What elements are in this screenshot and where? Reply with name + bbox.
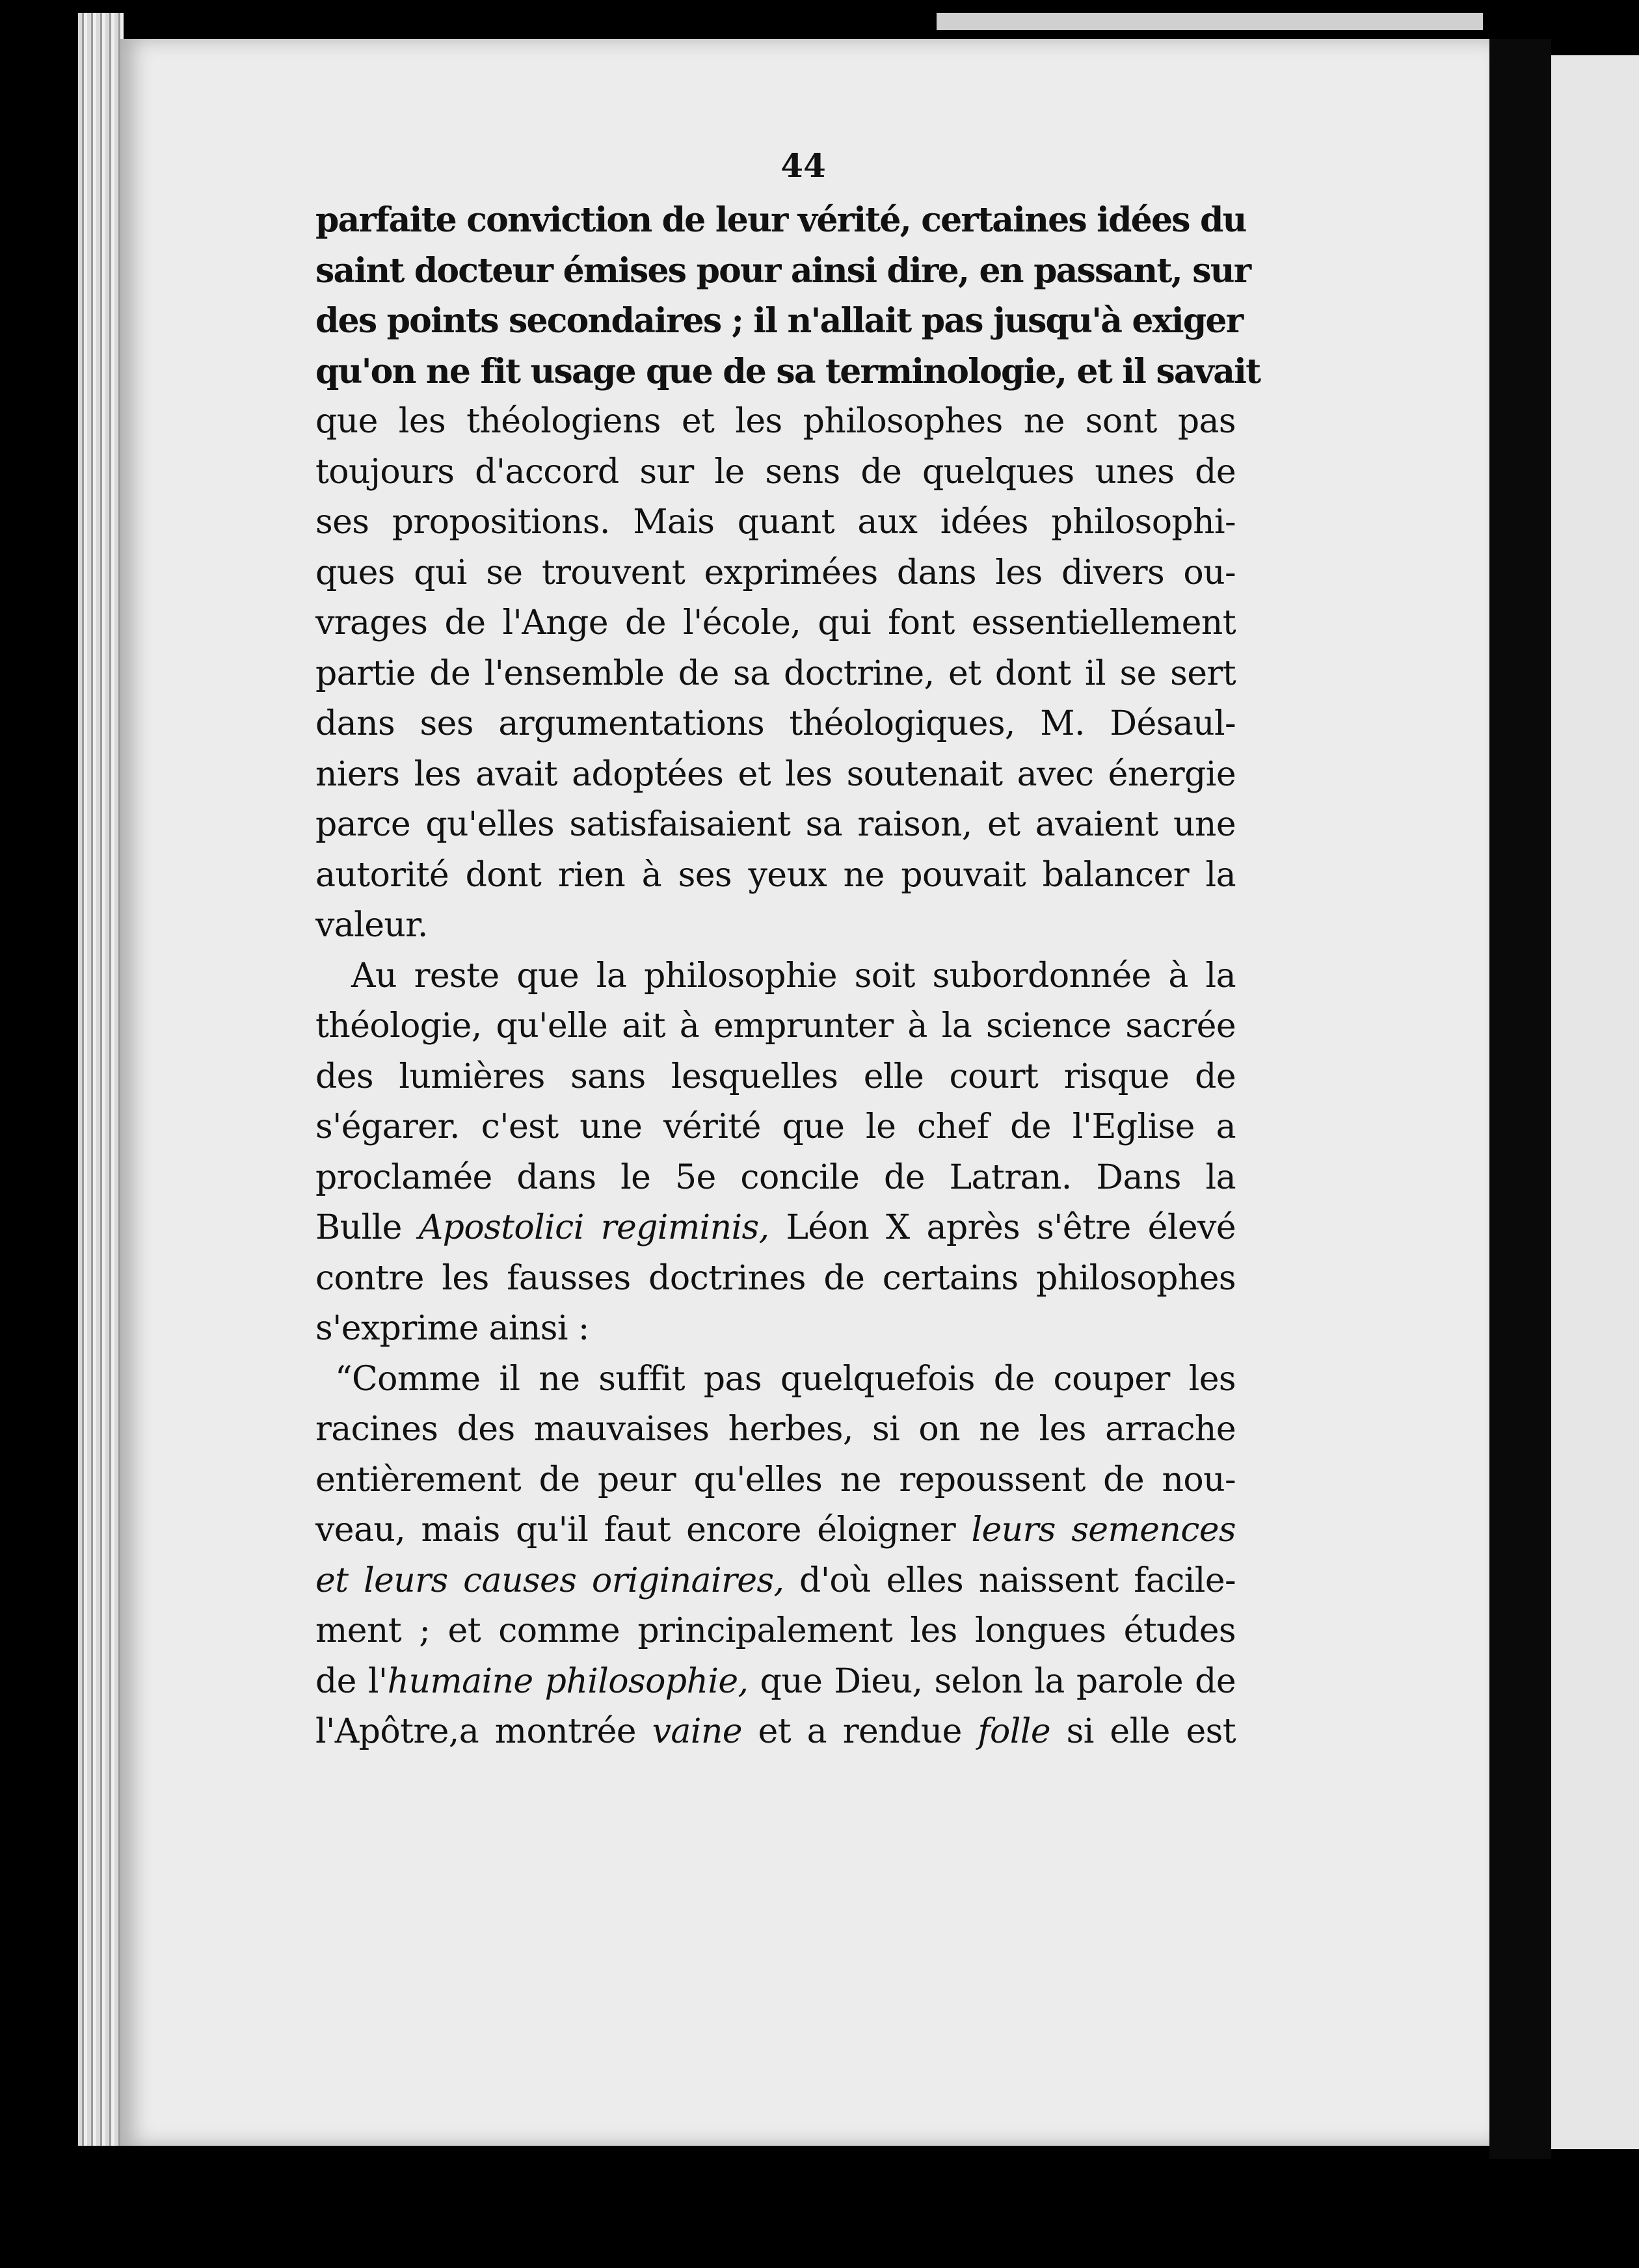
text-line: ques qui se trouvent exprimées dans les divers ou- (315, 553, 1236, 592)
body-text (315, 195, 1260, 1758)
text-span: d'où elles naissent facile- (784, 1561, 1236, 1600)
text-line: autorité dont rien à ses yeux ne pouvait balancer la (315, 855, 1236, 895)
gutter-shadow (1489, 39, 1551, 2159)
text-line: parce qu'elles satisfaisaient sa raison, et avaient une (315, 805, 1236, 844)
text-line: niers les avait adoptées et les soutenait avec énergie (315, 754, 1236, 794)
text-line: Au reste que la philosophie soit subordonnée à la (351, 956, 1236, 996)
italic-span: humaine philosophie, (387, 1661, 749, 1701)
text-line: toujours d'accord sur le sens de quelques unes de (315, 452, 1236, 492)
text-line: s'égarer. c'est une vérité que le chef de l'Eglise a (315, 1107, 1236, 1146)
text-line (315, 1556, 1236, 1607)
text-span: que Dieu, selon la parole de (748, 1661, 1236, 1701)
text-line: “Comme il ne suffit pas quelquefois de couper les (335, 1359, 1236, 1399)
italic-span: vaine (652, 1712, 742, 1751)
text-line: qu'on ne fit usage que de sa terminologie, et il savait (315, 351, 1260, 391)
text-line (315, 1203, 1236, 1254)
text-line: racines des mauvaises herbes, si on ne les arrache (315, 1410, 1236, 1449)
text-line: ment ; et comme principalement les longues études (315, 1611, 1236, 1650)
italic-span: et leurs causes originaires, (315, 1561, 784, 1600)
facing-page-edge (1551, 55, 1639, 2149)
italic-span: folle (978, 1712, 1050, 1751)
text-line: des points secondaires ; il n'allait pas jusqu'à exiger (315, 301, 1243, 341)
italic-span: leurs semences (971, 1510, 1236, 1549)
text-line (315, 1657, 1236, 1708)
text-line: s'exprime ainsi : (315, 1309, 589, 1348)
text-line: valeur. (315, 906, 428, 945)
text-line (315, 1707, 1236, 1758)
text-line: des lumières sans lesquelles elle court risque de (315, 1057, 1236, 1096)
page-number: 44 (780, 146, 826, 185)
text-span: si elle est (1050, 1712, 1236, 1751)
text-span: et a rendue (741, 1712, 978, 1751)
text-line: théologie, qu'elle ait à emprunter à la science sacrée (315, 1007, 1236, 1046)
text-span: l'Apôtre,a montrée (315, 1712, 652, 1751)
text-span: de l' (315, 1661, 388, 1701)
text-span: Bulle (315, 1208, 419, 1247)
text-line: saint docteur émises pour ainsi dire, en passant, sur (315, 250, 1251, 291)
bulle-title: Apostolici regiminis, (418, 1208, 769, 1247)
text-line: ses propositions. Mais quant aux idées philosophi- (315, 503, 1236, 542)
text-line: entièrement de peur qu'elles ne repoussent de nou- (315, 1460, 1236, 1499)
text-span: veau, mais qu'il faut encore éloigner (315, 1510, 972, 1549)
text-line: contre les fausses doctrines de certains philosophes (315, 1258, 1236, 1298)
text-line: parfaite conviction de leur vérité, certaines idées du (315, 200, 1246, 240)
text-line (315, 1505, 1236, 1556)
page-edges (78, 13, 124, 2146)
text-line: que les théologiens et les philosophes ne sont pas (315, 402, 1236, 441)
text-line: dans ses argumentations théologiques, M. Désaul- (315, 704, 1236, 743)
text-line: proclamée dans le 5e concile de Latran. Dans la (315, 1157, 1236, 1197)
top-edge-strip (937, 13, 1483, 30)
text-span: Léon X après s'être élevé (769, 1208, 1236, 1247)
text-line: vrages de l'Ange de l'école, qui font essentiellement (315, 603, 1236, 642)
text-line: partie de l'ensemble de sa doctrine, et dont il se sert (315, 653, 1236, 693)
